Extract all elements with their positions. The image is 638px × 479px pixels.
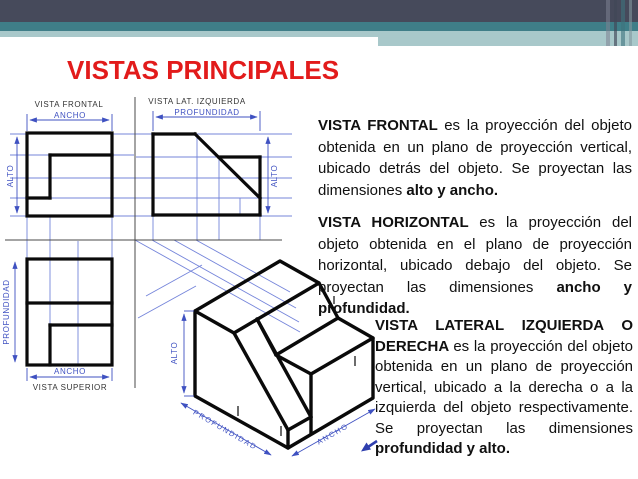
dim-alto-front: ALTO bbox=[6, 164, 15, 188]
paragraph-vista-lateral: VISTA LATERAL IZQUIERDA O DERECHA es la proyección del objeto obtenida en un plano de proyección vertical, ubicado a la derecha o a la izquierda del objeto respectivamente. Se proyectan las dimensiones profundidad y alto. bbox=[375, 317, 633, 457]
front-view bbox=[27, 133, 112, 216]
dim-ancho-iso: ANCHO bbox=[315, 421, 351, 447]
label-vista-frontal: VISTA FRONTAL bbox=[34, 100, 104, 109]
dim-profundidad-top: PROFUNDIDAD bbox=[2, 279, 11, 345]
page-title: VISTAS PRINCIPALES bbox=[67, 55, 340, 85]
dim-profundidad-iso: PROFUNDIDAD bbox=[191, 407, 259, 452]
lateral-view bbox=[153, 134, 260, 215]
top-view bbox=[27, 259, 112, 365]
label-vista-superior: VISTA SUPERIOR bbox=[32, 383, 108, 392]
dim-profundidad-lateral: PROFUNDIDAD bbox=[174, 108, 240, 117]
label-vista-lat-izquierda: VISTA LAT. IZQUIERDA bbox=[148, 97, 246, 106]
paragraph-vista-frontal: VISTA FRONTAL es la proyección del objeto obtenida en un plano de proyección vertical, ubicado detrás del objeto. Se proyectan las dimensiones alto y ancho. bbox=[318, 117, 632, 199]
dim-ancho-front: ANCHO bbox=[54, 111, 86, 120]
paragraph-vista-horizontal: VISTA HORIZONTAL es la proyección del objeto obtenida en el plano de proyección horizontal, ubicado debajo del objeto. Se proyectan las dimensiones ancho y profundidad. bbox=[318, 214, 633, 317]
dim-ancho-top: ANCHO bbox=[54, 367, 86, 376]
dim-alto-iso: ALTO bbox=[170, 341, 179, 365]
dim-alto-lateral: ALTO bbox=[270, 164, 279, 188]
projection-lines bbox=[10, 134, 300, 364]
